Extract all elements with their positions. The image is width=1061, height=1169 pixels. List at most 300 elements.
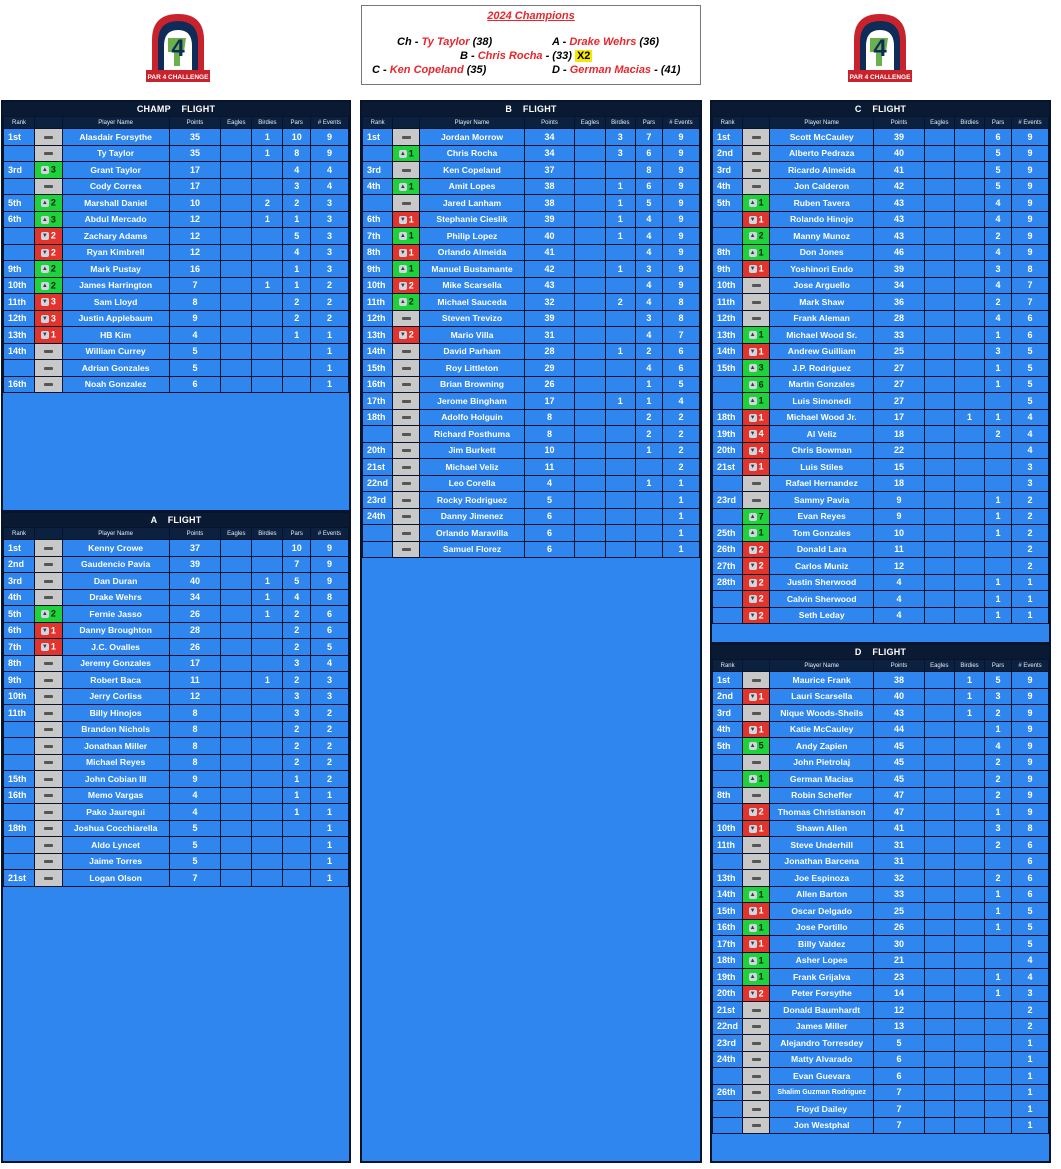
eagles-cell <box>221 672 252 689</box>
name-cell: Robert Baca <box>62 672 169 689</box>
events-cell: 1 <box>311 820 349 837</box>
name-cell: Abdul Mercado <box>62 211 169 228</box>
eagles-cell <box>221 870 252 887</box>
birdies-cell <box>954 886 984 903</box>
no-change-icon <box>752 317 761 320</box>
table-row <box>363 459 700 476</box>
movement-value: 3 <box>758 363 764 374</box>
a-flight-panel <box>1 511 351 1163</box>
movement-indicator <box>393 178 420 195</box>
rank-cell <box>713 591 743 608</box>
no-change-icon <box>752 712 761 715</box>
movement-value: 4 <box>758 429 764 440</box>
eagles-cell <box>221 540 252 557</box>
events-cell: 2 <box>662 442 699 459</box>
movement-indicator <box>35 162 63 179</box>
champion-ch-prefix: Ch - <box>397 36 422 48</box>
arrow-down-icon: ▼ <box>749 348 756 355</box>
table-row <box>4 360 349 377</box>
points-cell: 32 <box>524 294 575 311</box>
events-cell: 8 <box>311 589 349 606</box>
column-header: Player Name <box>770 117 874 129</box>
pars-cell: 1 <box>283 771 311 788</box>
name-cell: Katie McCauley <box>770 721 874 738</box>
pars-cell: 2 <box>283 672 311 689</box>
name-cell: Nique Woods-Sheils <box>770 705 874 722</box>
movement-indicator <box>743 870 770 887</box>
table-row <box>4 162 349 179</box>
rank-cell: 17th <box>363 393 393 410</box>
movement-indicator <box>35 327 63 344</box>
pars-cell: 5 <box>635 195 662 212</box>
pars-cell: 1 <box>283 787 311 804</box>
name-cell: Andy Zapien <box>770 738 874 755</box>
table-row <box>4 738 349 755</box>
pars-cell <box>985 459 1012 476</box>
rank-cell: 10th <box>363 277 393 294</box>
table-row <box>4 376 349 393</box>
no-change-icon <box>752 794 761 797</box>
birdies-cell: 2 <box>605 294 635 311</box>
no-change-icon <box>402 515 411 518</box>
points-cell: 9 <box>169 310 221 327</box>
rank-cell: 10th <box>4 688 35 705</box>
birdies-cell <box>605 508 635 525</box>
events-cell: 2 <box>662 426 699 443</box>
eagles-cell <box>221 738 252 755</box>
no-change-icon <box>44 794 53 797</box>
pars-cell <box>635 459 662 476</box>
header-row <box>4 117 349 129</box>
no-change-icon <box>402 136 411 139</box>
eagles-cell <box>221 343 252 360</box>
name-cell: Rolando Hinojo <box>770 211 874 228</box>
name-cell: Alberto Pedraza <box>770 145 874 162</box>
champion-c-score: (35) <box>463 64 487 76</box>
movement-indicator <box>393 508 420 525</box>
points-cell: 17 <box>874 409 924 426</box>
name-cell: Danny Broughton <box>62 622 169 639</box>
no-change-icon <box>752 877 761 880</box>
movement-indicator <box>393 228 420 245</box>
arrow-up-icon: ▲ <box>41 611 48 618</box>
table-row <box>713 952 1049 969</box>
column-header: Birdies <box>954 660 984 672</box>
table-row <box>713 1068 1049 1085</box>
points-cell: 6 <box>524 525 575 542</box>
name-cell: Mark Shaw <box>770 294 874 311</box>
rank-cell: 1st <box>4 540 35 557</box>
movement-indicator <box>35 870 63 887</box>
movement-indicator <box>743 261 770 278</box>
name-cell: Maurice Frank <box>770 672 874 689</box>
eagles-cell <box>924 294 954 311</box>
movement-value: 1 <box>758 939 764 950</box>
name-cell: Gaudencio Pavia <box>62 556 169 573</box>
points-cell: 6 <box>524 508 575 525</box>
birdies-cell <box>954 1084 984 1101</box>
name-cell: Seth Leday <box>770 607 874 624</box>
no-change-icon <box>44 596 53 599</box>
rank-cell: 1st <box>713 129 743 146</box>
pars-cell: 3 <box>985 261 1012 278</box>
c-flight-title: C FLIGHT <box>712 102 1049 116</box>
pars-cell: 1 <box>985 492 1012 509</box>
movement-indicator <box>743 1018 770 1035</box>
no-change-icon <box>44 761 53 764</box>
rank-cell: 11th <box>713 294 743 311</box>
name-cell: Michael Veliz <box>420 459 524 476</box>
eagles-cell <box>221 804 252 821</box>
table-row <box>4 178 349 195</box>
movement-indicator <box>393 129 420 146</box>
pars-cell: 3 <box>985 688 1012 705</box>
pars-cell: 6 <box>635 178 662 195</box>
name-cell: Donald Lara <box>770 541 874 558</box>
events-cell: 8 <box>662 294 699 311</box>
points-cell: 8 <box>169 721 221 738</box>
movement-indicator <box>743 721 770 738</box>
points-cell: 40 <box>524 228 575 245</box>
points-cell: 14 <box>874 985 924 1002</box>
movement-indicator <box>743 508 770 525</box>
rank-cell: 11th <box>713 837 743 854</box>
pars-cell: 3 <box>985 343 1012 360</box>
eagles-cell <box>924 409 954 426</box>
no-change-icon <box>402 548 411 551</box>
table-row <box>4 244 349 261</box>
movement-value: 2 <box>50 231 56 242</box>
birdies-cell <box>252 244 283 261</box>
movement-indicator <box>743 787 770 804</box>
no-change-icon <box>752 482 761 485</box>
no-change-icon <box>752 679 761 682</box>
movement-value: 1 <box>758 214 764 225</box>
events-cell: 5 <box>311 639 349 656</box>
name-cell: Jonathan Miller <box>62 738 169 755</box>
table-row <box>713 162 1049 179</box>
table-row <box>4 820 349 837</box>
points-cell: 13 <box>874 1018 924 1035</box>
rank-cell: 15th <box>4 771 35 788</box>
movement-indicator <box>35 853 63 870</box>
movement-indicator <box>743 178 770 195</box>
pars-cell: 4 <box>635 244 662 261</box>
pars-cell <box>985 1035 1012 1052</box>
birdies-cell <box>252 360 283 377</box>
table-row <box>363 145 700 162</box>
events-cell: 2 <box>311 721 349 738</box>
birdies-cell <box>954 393 984 410</box>
name-cell: Grant Taylor <box>62 162 169 179</box>
no-change-icon <box>752 185 761 188</box>
movement-value: 2 <box>758 807 764 818</box>
movement-value: 1 <box>758 972 764 983</box>
points-cell: 8 <box>169 754 221 771</box>
events-cell: 1 <box>311 837 349 854</box>
birdies-cell <box>954 1035 984 1052</box>
movement-value: 1 <box>408 148 414 159</box>
no-change-icon <box>44 563 53 566</box>
events-cell: 6 <box>311 606 349 623</box>
events-cell: 5 <box>1012 936 1049 953</box>
rank-cell: 3rd <box>4 573 35 590</box>
birdies-cell <box>954 162 984 179</box>
movement-indicator <box>743 459 770 476</box>
table-row <box>4 655 349 672</box>
column-header <box>393 117 420 129</box>
no-change-icon <box>752 761 761 764</box>
eagles-cell <box>221 606 252 623</box>
movement-indicator <box>743 820 770 837</box>
movement-indicator <box>393 343 420 360</box>
points-cell: 26 <box>169 639 221 656</box>
events-cell: 3 <box>311 688 349 705</box>
eagles-cell <box>924 1101 954 1118</box>
movement-value: 2 <box>758 231 764 242</box>
events-cell: 1 <box>1012 591 1049 608</box>
events-cell: 9 <box>311 145 349 162</box>
pars-cell: 3 <box>283 688 311 705</box>
a-flight-table <box>3 527 349 887</box>
birdies-cell: 1 <box>252 606 283 623</box>
table-row <box>713 1117 1049 1134</box>
rank-cell: 16th <box>4 787 35 804</box>
movement-indicator <box>35 787 63 804</box>
events-cell: 5 <box>1012 393 1049 410</box>
points-cell: 29 <box>524 360 575 377</box>
events-cell: 2 <box>1012 1018 1049 1035</box>
events-cell: 9 <box>662 129 699 146</box>
rank-cell <box>4 244 35 261</box>
pars-cell: 2 <box>985 294 1012 311</box>
points-cell: 43 <box>874 211 924 228</box>
points-cell: 22 <box>874 442 924 459</box>
name-cell: James Harrington <box>62 277 169 294</box>
rank-cell <box>713 607 743 624</box>
points-cell: 8 <box>524 409 575 426</box>
arrow-down-icon: ▼ <box>41 627 48 634</box>
name-cell: Scott McCauley <box>770 129 874 146</box>
table-row <box>363 244 700 261</box>
no-change-icon <box>402 416 411 419</box>
birdies-cell <box>954 1117 984 1134</box>
column-header: Pars <box>283 117 311 129</box>
no-change-icon <box>752 1124 761 1127</box>
points-cell: 27 <box>874 360 924 377</box>
events-cell: 9 <box>1012 162 1049 179</box>
points-cell: 12 <box>169 228 221 245</box>
events-cell: 3 <box>311 211 349 228</box>
name-cell: Zachary Adams <box>62 228 169 245</box>
eagles-cell <box>924 903 954 920</box>
pars-cell: 1 <box>283 277 311 294</box>
pars-cell: 4 <box>635 277 662 294</box>
points-cell: 4 <box>874 607 924 624</box>
name-cell: Philip Lopez <box>420 228 524 245</box>
movement-indicator <box>35 688 63 705</box>
events-cell: 3 <box>1012 459 1049 476</box>
eagles-cell <box>575 228 605 245</box>
eagles-cell <box>924 870 954 887</box>
no-change-icon <box>752 1091 761 1094</box>
pars-cell: 4 <box>283 589 311 606</box>
table-row <box>713 903 1049 920</box>
events-cell: 2 <box>311 277 349 294</box>
points-cell: 11 <box>169 672 221 689</box>
pars-cell: 4 <box>985 195 1012 212</box>
birdies-cell <box>954 903 984 920</box>
no-change-icon <box>752 1075 761 1078</box>
points-cell: 27 <box>874 376 924 393</box>
rank-cell <box>713 771 743 788</box>
pars-cell: 6 <box>985 129 1012 146</box>
no-change-icon <box>752 1058 761 1061</box>
points-cell: 34 <box>874 277 924 294</box>
arrow-down-icon: ▼ <box>41 644 48 651</box>
column-header: Pars <box>283 528 311 540</box>
movement-indicator <box>393 360 420 377</box>
pars-cell <box>985 541 1012 558</box>
table-row <box>713 277 1049 294</box>
birdies-cell <box>954 721 984 738</box>
movement-value: 2 <box>50 264 56 275</box>
points-cell: 23 <box>874 969 924 986</box>
points-cell: 43 <box>874 705 924 722</box>
rank-cell: 19th <box>713 969 743 986</box>
champ-flight-table <box>3 116 349 393</box>
arrow-up-icon: ▲ <box>749 513 756 520</box>
c-flight-table <box>712 116 1049 624</box>
eagles-cell <box>924 688 954 705</box>
rank-cell: 9th <box>4 672 35 689</box>
events-cell: 9 <box>1012 244 1049 261</box>
points-cell: 4 <box>169 327 221 344</box>
eagles-cell <box>924 442 954 459</box>
no-change-icon <box>402 400 411 403</box>
events-cell: 3 <box>311 672 349 689</box>
points-cell: 43 <box>874 228 924 245</box>
name-cell: Jordan Morrow <box>420 129 524 146</box>
name-cell: David Parham <box>420 343 524 360</box>
champion-c <box>372 64 486 76</box>
champion-ch-score: (38) <box>469 36 493 48</box>
movement-indicator <box>743 393 770 410</box>
points-cell: 33 <box>874 886 924 903</box>
column-header <box>35 528 63 540</box>
table-row <box>713 360 1049 377</box>
birdies-cell <box>954 754 984 771</box>
pars-cell <box>985 1101 1012 1118</box>
birdies-cell <box>954 837 984 854</box>
movement-indicator <box>35 540 63 557</box>
arrow-up-icon: ▲ <box>749 200 756 207</box>
eagles-cell <box>924 178 954 195</box>
name-cell: Jared Lanham <box>420 195 524 212</box>
events-cell: 1 <box>1012 574 1049 591</box>
movement-indicator <box>743 195 770 212</box>
name-cell: Jerry Corliss <box>62 688 169 705</box>
rank-cell <box>4 145 35 162</box>
rank-cell: 22nd <box>713 1018 743 1035</box>
column-header: Rank <box>713 660 743 672</box>
eagles-cell <box>221 178 252 195</box>
eagles-cell <box>924 211 954 228</box>
movement-indicator <box>743 376 770 393</box>
birdies-cell <box>954 360 984 377</box>
no-change-icon <box>402 449 411 452</box>
movement-indicator <box>743 211 770 228</box>
movement-indicator <box>35 228 63 245</box>
birdies-cell <box>252 688 283 705</box>
movement-value: 7 <box>758 511 764 522</box>
points-cell: 47 <box>874 804 924 821</box>
birdies-cell <box>605 277 635 294</box>
rank-cell: 18th <box>713 409 743 426</box>
pars-cell <box>985 1051 1012 1068</box>
movement-indicator <box>393 393 420 410</box>
table-row <box>4 771 349 788</box>
name-cell: Drake Wehrs <box>62 589 169 606</box>
events-cell: 9 <box>662 195 699 212</box>
eagles-cell <box>221 129 252 146</box>
name-cell: Marshall Daniel <box>62 195 169 212</box>
no-change-icon <box>44 712 53 715</box>
movement-indicator <box>743 952 770 969</box>
rank-cell: 7th <box>363 228 393 245</box>
name-cell: Jim Burkett <box>420 442 524 459</box>
no-change-icon <box>752 169 761 172</box>
rank-cell: 5th <box>4 606 35 623</box>
birdies-cell <box>954 820 984 837</box>
pars-cell: 2 <box>985 754 1012 771</box>
column-header: # Events <box>311 117 349 129</box>
arrow-down-icon: ▼ <box>41 299 48 306</box>
arrow-up-icon: ▲ <box>749 924 756 931</box>
header-row <box>713 117 1049 129</box>
birdies-cell <box>252 622 283 639</box>
no-change-icon <box>44 152 53 155</box>
movement-value: 2 <box>408 330 414 341</box>
name-cell: Steve Underhill <box>770 837 874 854</box>
table-row <box>713 985 1049 1002</box>
eagles-cell <box>221 195 252 212</box>
name-cell: Asher Lopes <box>770 952 874 969</box>
rank-cell: 23rd <box>713 492 743 509</box>
column-header <box>743 117 770 129</box>
points-cell: 11 <box>524 459 575 476</box>
name-cell: Shalim Guzman Rodriguez <box>770 1084 874 1101</box>
birdies-cell <box>954 294 984 311</box>
events-cell: 1 <box>662 492 699 509</box>
rank-cell <box>713 1101 743 1118</box>
eagles-cell <box>924 129 954 146</box>
movement-value: 1 <box>758 264 764 275</box>
events-cell: 2 <box>1012 492 1049 509</box>
events-cell: 4 <box>1012 442 1049 459</box>
name-cell: Lauri Scarsella <box>770 688 874 705</box>
eagles-cell <box>575 541 605 558</box>
pars-cell: 2 <box>985 870 1012 887</box>
events-cell: 6 <box>1012 310 1049 327</box>
rank-cell <box>713 393 743 410</box>
pars-cell: 1 <box>985 525 1012 542</box>
arrow-up-icon: ▲ <box>41 216 48 223</box>
column-header: Rank <box>363 117 393 129</box>
points-cell: 7 <box>874 1101 924 1118</box>
points-cell: 43 <box>874 195 924 212</box>
events-cell: 4 <box>662 393 699 410</box>
